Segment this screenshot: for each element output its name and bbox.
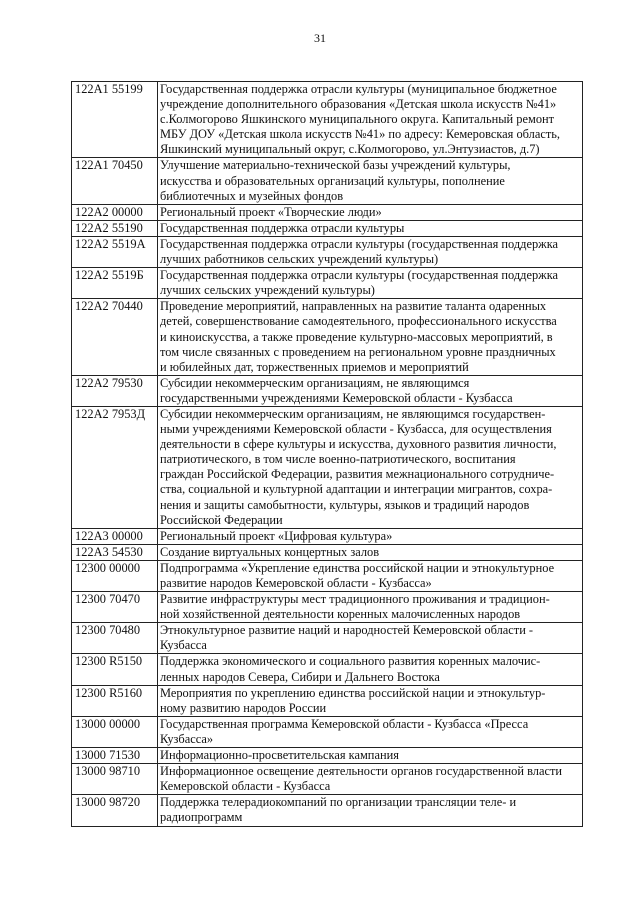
target-item-name xyxy=(158,375,583,406)
name-text-line: ными учреждениями Кемеровской области - Кузбасса, для осуществления xyxy=(160,422,552,437)
name-text-line: Поддержка экономического и социального развития коренных малочис- xyxy=(160,654,541,669)
target-item-name xyxy=(158,406,583,528)
name-text-line: с.Колмогорово Яшкинского муниципального округа. Капитальный ремонт xyxy=(160,112,555,127)
name-text-line: развитие народов Кемеровской области - Кузбасса» xyxy=(160,576,432,590)
table-row xyxy=(72,406,583,528)
table-row xyxy=(72,748,583,764)
table-row xyxy=(72,375,583,406)
target-item-name xyxy=(158,748,583,764)
target-item-name xyxy=(158,716,583,747)
name-text-line: Государственная поддержка отрасли культуры xyxy=(160,220,405,235)
name-text-line: Государственная поддержка отрасли культуры (государственная поддержка xyxy=(160,236,559,251)
target-item-code: 122A1 55199 xyxy=(72,82,158,158)
name-text-line: Региональный проект «Творческие люди» xyxy=(160,204,382,219)
table-row xyxy=(72,592,583,623)
table-row xyxy=(72,220,583,236)
name-text-line: Российской Федерации xyxy=(160,512,283,527)
target-item-name xyxy=(158,544,583,560)
target-item-code: 122A2 5519Б xyxy=(72,268,158,299)
target-item-name xyxy=(158,654,583,685)
target-item-name xyxy=(158,592,583,623)
name-text-line: Развитие инфраструктуры мест традиционного проживания и традицион- xyxy=(160,592,550,607)
target-item-code: 12300 R5150 xyxy=(72,654,158,685)
target-item-code: 122A2 7953Д xyxy=(72,406,158,528)
name-text-line: ной хозяйственной деятельности коренных малочисленных народов xyxy=(160,607,521,622)
table-row xyxy=(72,236,583,267)
target-item-code: 122A2 79530 xyxy=(72,375,158,406)
name-text-line: Кузбасса xyxy=(160,638,207,653)
target-item-name xyxy=(158,158,583,204)
name-text-line: МБУ ДОУ «Детская школа искусств №41» по адресу: Кемеровская область, xyxy=(160,127,561,142)
table-body xyxy=(72,82,583,827)
target-item-name xyxy=(158,204,583,220)
target-item-code: 122A3 00000 xyxy=(72,528,158,544)
name-text-line: Информационно-просветительская кампания xyxy=(160,748,399,763)
table-row xyxy=(72,299,583,375)
name-text-line: Субсидии некоммерческим организациям, не являющимся государствен- xyxy=(160,406,546,421)
name-text-line: искусства и образовательных организаций культуры, пополнение xyxy=(160,173,505,188)
name-text-line: Яшкинский муниципальный округ, с.Колмогорово, ул.Энтузиастов, д.7) xyxy=(160,142,540,157)
name-text-line: учреждение дополнительного образования «Детская школа искусств №41» xyxy=(160,97,557,112)
target-item-code: 12300 70480 xyxy=(72,623,158,654)
target-item-code: 13000 71530 xyxy=(72,748,158,764)
target-item-code: 12300 70470 xyxy=(72,592,158,623)
target-item-name xyxy=(158,220,583,236)
name-text-line: Государственная программа Кемеровской области - Кузбасса «Пресса xyxy=(160,716,529,731)
table-row xyxy=(72,528,583,544)
name-text-line: граждан Российской Федерации, развития межнационального сотрудниче- xyxy=(160,467,555,482)
name-text-line: ства, социальной и культурной адаптации и интеграции мигрантов, сохра- xyxy=(160,482,553,497)
name-text-line: ному развитию народов России xyxy=(160,700,327,715)
name-text-line: радиопрограмм xyxy=(160,810,243,825)
name-text-line: Мероприятия по укреплению единства российской нации и этнокультур- xyxy=(160,685,546,700)
name-text-line: библиотечных и музейных фондов xyxy=(160,188,344,203)
name-text-line: ленных народов Севера, Сибири и Дальнего Востока xyxy=(160,669,440,684)
target-item-name xyxy=(158,795,583,826)
table-row xyxy=(72,268,583,299)
target-item-name xyxy=(158,623,583,654)
name-text-line: Этнокультурное развитие наций и народностей Кемеровской области - xyxy=(160,623,534,638)
target-item-name xyxy=(158,560,583,591)
target-item-code: 13000 98710 xyxy=(72,764,158,795)
target-item-code: 122A1 70450 xyxy=(72,158,158,204)
budget-classification-table xyxy=(71,81,583,827)
target-item-code: 12300 00000 xyxy=(72,560,158,591)
target-item-name xyxy=(158,268,583,299)
name-text-line: Подпрограмма «Укрепление единства российской нации и этнокультурное xyxy=(160,560,555,575)
target-item-code: 12300 R5160 xyxy=(72,685,158,716)
name-text-line: Кемеровской области - Кузбасса xyxy=(160,779,331,794)
table-row xyxy=(72,685,583,716)
target-item-name xyxy=(158,528,583,544)
table-row xyxy=(72,795,583,826)
target-item-name xyxy=(158,764,583,795)
target-item-name xyxy=(158,82,583,158)
target-item-name xyxy=(158,299,583,375)
name-text-line: государственными учреждениями Кемеровской области - Кузбасса xyxy=(160,390,513,405)
name-text-line: Создание виртуальных концертных залов xyxy=(160,544,380,559)
name-text-line: Государственная поддержка отрасли культуры (муниципальное бюджетное xyxy=(160,82,557,96)
name-text-line: Поддержка телерадиокомпаний по организации трансляции теле- и xyxy=(160,795,517,810)
name-text-line: том числе связанных с проведением на региональном уровне праздничных xyxy=(160,344,556,359)
table-row xyxy=(72,654,583,685)
target-item-code: 122A2 55190 xyxy=(72,220,158,236)
table-row xyxy=(72,764,583,795)
name-text-line: лучших сельских учреждений культуры) xyxy=(160,283,375,298)
target-item-name xyxy=(158,236,583,267)
target-item-code: 13000 98720 xyxy=(72,795,158,826)
table-row xyxy=(72,158,583,204)
name-text-line: Улучшение материально-технической базы учреждений культуры, xyxy=(160,158,511,173)
table-row xyxy=(72,716,583,747)
name-text-line: Кузбасса» xyxy=(160,731,214,746)
name-text-line: Государственная поддержка отрасли культуры (государственная поддержка xyxy=(160,268,559,283)
table-row xyxy=(72,82,583,158)
name-text-line: Информационное освещение деятельности органов государственной власти xyxy=(160,764,563,779)
target-item-code: 13000 00000 xyxy=(72,716,158,747)
target-item-code: 122A2 00000 xyxy=(72,204,158,220)
table-row xyxy=(72,623,583,654)
target-item-code: 122A2 70440 xyxy=(72,299,158,375)
name-text-line: патриотического, в том числе военно-патриотического, воспитания xyxy=(160,452,516,467)
name-text-line: и юбилейных дат, торжественных приемов и мероприятий xyxy=(160,359,469,374)
name-text-line: деятельности в сфере культуры и искусства, духовного развития личности, xyxy=(160,437,557,452)
name-text-line: и киноискусства, а также проведение культурно-массовых мероприятий, в xyxy=(160,329,553,344)
table-row xyxy=(72,560,583,591)
name-text-line: Региональный проект «Цифровая культура» xyxy=(160,528,393,543)
target-item-code: 122A2 5519А xyxy=(72,236,158,267)
name-text-line: лучших работников сельских учреждений культуры) xyxy=(160,252,439,267)
name-text-line: Проведение мероприятий, направленных на развитие таланта одаренных xyxy=(160,299,547,314)
table-row xyxy=(72,204,583,220)
target-item-name xyxy=(158,685,583,716)
target-item-code: 122A3 54530 xyxy=(72,544,158,560)
name-text-line: детей, совершенствование самодеятельного, профессионального искусства xyxy=(160,314,557,329)
name-text-line: Субсидии некоммерческим организациям, не являющимся xyxy=(160,375,470,390)
name-text-line: нения и защиты самобытности, культуры, языков и традиций народов xyxy=(160,497,530,512)
page-number: 31 xyxy=(314,31,326,45)
table-row xyxy=(72,544,583,560)
